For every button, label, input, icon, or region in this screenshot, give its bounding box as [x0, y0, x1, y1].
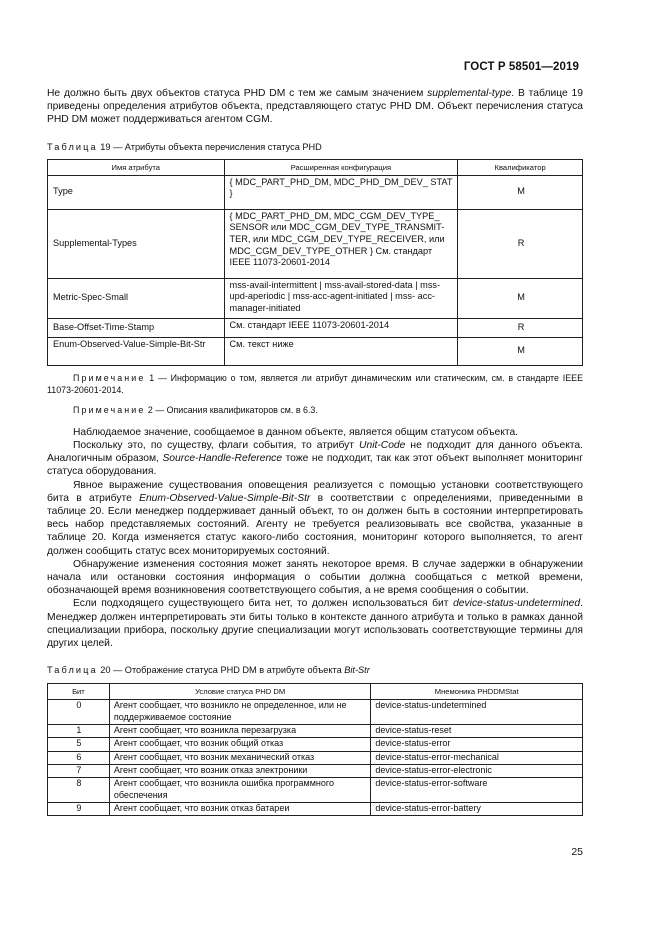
- status-condition: Агент сообщает, что возник отказ электроники: [109, 764, 371, 777]
- table-header-row: [48, 159, 583, 175]
- note-2: Примечание 2 — Описания квалификаторов см. в 6.3.: [73, 404, 318, 415]
- status-mnemonic: device-status-undetermined: [371, 700, 583, 725]
- table-row: [48, 700, 583, 725]
- status-mnemonic: device-status-error-electronic: [371, 764, 583, 777]
- attribute-config: mss-avail-intermittent | mss-avail-stored-data | mss-upd-aperiodic | mss-acc-agent-initiated | mss- acc- manager-initiated: [224, 278, 458, 318]
- status-mnemonic: device-status-reset: [371, 725, 583, 738]
- table-20: [47, 683, 583, 816]
- table-row: [48, 318, 583, 337]
- column-header: Мнемоника PHDDMStat: [371, 684, 583, 700]
- status-condition: Агент сообщает, что возник общий отказ: [109, 738, 371, 751]
- table-row: [48, 209, 583, 278]
- attribute-name: Supplemental-Types: [48, 209, 225, 278]
- status-mnemonic: device-status-error-mechanical: [371, 751, 583, 764]
- status-condition: Агент сообщает, что возникло не определенное, или не поддерживаемое состояние: [109, 700, 371, 725]
- attribute-name: Type: [48, 175, 225, 209]
- table-19-caption: Таблица 19 — Атрибуты объекта перечисления статуса PHD: [47, 141, 322, 152]
- paragraph: Наблюдаемое значение, сообщаемое в данном объекте, является общим статусом объекта.: [73, 426, 519, 438]
- paragraph: Если подходящего существующего бита нет, то должен использоваться бит device-status-undetermined. Менеджер должен интерпретировать эти биты только в контексте данного атрибута и только в рамках данной специализации прибора, поскольку другие специализации могут использовать соответствующие термины для других целей.: [47, 598, 583, 650]
- table-19: [47, 159, 583, 366]
- paragraph: Обнаружение изменения состояния может занять некоторое время. В случае задержки в обнаружении начала или остановки состояния информация о событии должна сообщаться с меткой времени, обозначающей время возникновения соответствующего события, а не время сообщения о событии.: [47, 558, 583, 597]
- paragraph: Явное выражение существования оповещения реализуется с помощью установки соответствующего бита в атрибуте Enum-Observed-Value-Simple-Bit-Str в соответствии с определениями, приведенными в таблице 20. Если менеджер поддерживает данный объект, то он должен быть в состоянии интерпретировать весь набор представляемых состояний. Агенту не требуется реализовывать все свойства, указанные в таблице 20. Когда изменяется статус какого-либо состояния, мониторинг которого выполняется, то агент должен сообщить статус всех мониторируемых состояний.: [47, 479, 584, 557]
- status-mnemonic: device-status-error-software: [371, 778, 583, 803]
- column-header: Условие статуса PHD DM: [109, 684, 371, 700]
- attribute-config: См. стандарт IEEE 11073-20601-2014: [224, 318, 458, 337]
- intro-paragraph: Не должно быть двух объектов статуса PHD DM с тем же самым значением supplemental-type. В таблице 19 приведены определения атрибутов объекта, представляющего статус PHD DM. Объект перечисления статуса PHD DM может поддерживаться агентом CGM.: [47, 88, 583, 126]
- attribute-qualifier: R: [458, 209, 583, 278]
- attribute-name: Metric-Spec-Small: [48, 278, 225, 318]
- status-condition: Агент сообщает, что возник отказ батареи: [109, 802, 371, 815]
- document-header: ГОСТ Р 58501—2019: [463, 61, 579, 73]
- attribute-qualifier: R: [458, 318, 583, 337]
- bit-number: 7: [48, 764, 110, 777]
- table-row: [48, 175, 583, 209]
- bit-number: 9: [48, 802, 110, 815]
- table-row: [48, 278, 583, 318]
- table-20-caption: Таблица 20 — Отображение статуса PHD DM в атрибуте объекта Bit-Str: [47, 665, 370, 676]
- status-condition: Агент сообщает, что возникла ошибка программного обеспечения: [109, 778, 371, 803]
- attribute-qualifier: M: [458, 278, 583, 318]
- page-content: [47, 87, 583, 816]
- table-row: [48, 778, 583, 803]
- attribute-name: Base-Offset-Time-Stamp: [48, 318, 225, 337]
- attribute-name: Enum-Observed-Value-Simple-Bit-Str: [48, 337, 225, 365]
- bit-number: 8: [48, 778, 110, 803]
- status-mnemonic: device-status-error-battery: [371, 802, 583, 815]
- page-number: 25: [571, 846, 583, 858]
- table-row: [48, 764, 583, 777]
- bit-number: 6: [48, 751, 110, 764]
- bit-number: 1: [48, 725, 110, 738]
- table-row: [48, 337, 583, 365]
- attribute-config: См. текст ниже: [224, 337, 458, 365]
- body-text: [47, 426, 583, 650]
- column-header: Имя атрибута: [48, 159, 225, 175]
- column-header: Бит: [48, 684, 110, 700]
- attribute-qualifier: M: [458, 337, 583, 365]
- table-row: [48, 751, 583, 764]
- attribute-config: { MDC_PART_PHD_DM, MDC_CGM_DEV_TYPE_ SENSOR или MDC_CGM_DEV_TYPE_TRANSMIT- TER, или MDC_CGM_DEV_TYPE_RECEIVER, или MDC_CGM_DEV_TYPE_OTHER } См. стандарт IEEE 11073-20601-2014: [224, 209, 458, 278]
- paragraph: Поскольку это, по существу, флаги события, то атрибут Unit-Code не подходит для данного объекта. Аналогичным образом, Source-Handle-Reference тоже не подходит, так как этот объект выполняет мониторинг статуса оборудования.: [47, 440, 583, 478]
- status-condition: Агент сообщает, что возник механический отказ: [109, 751, 371, 764]
- table-19-notes: [47, 372, 583, 416]
- bit-number: 0: [48, 700, 110, 725]
- attribute-config: { MDC_PART_PHD_DM, MDC_PHD_DM_DEV_ STAT }: [224, 175, 458, 209]
- status-condition: Агент сообщает, что возникла перезагрузка: [109, 725, 371, 738]
- attribute-qualifier: M: [458, 175, 583, 209]
- bit-number: 5: [48, 738, 110, 751]
- column-header: Квалификатор: [458, 159, 583, 175]
- table-row: [48, 802, 583, 815]
- note-1: Примечание 1 — Информацию о том, является ли атрибут динамическим или статическим, см. в стандарте IEEE 11073-20601-2014.: [47, 372, 584, 395]
- column-header: Расширенная конфигурация: [224, 159, 458, 175]
- table-row: [48, 738, 583, 751]
- table-row: [48, 725, 583, 738]
- status-mnemonic: device-status-error: [371, 738, 583, 751]
- table-header-row: [48, 684, 583, 700]
